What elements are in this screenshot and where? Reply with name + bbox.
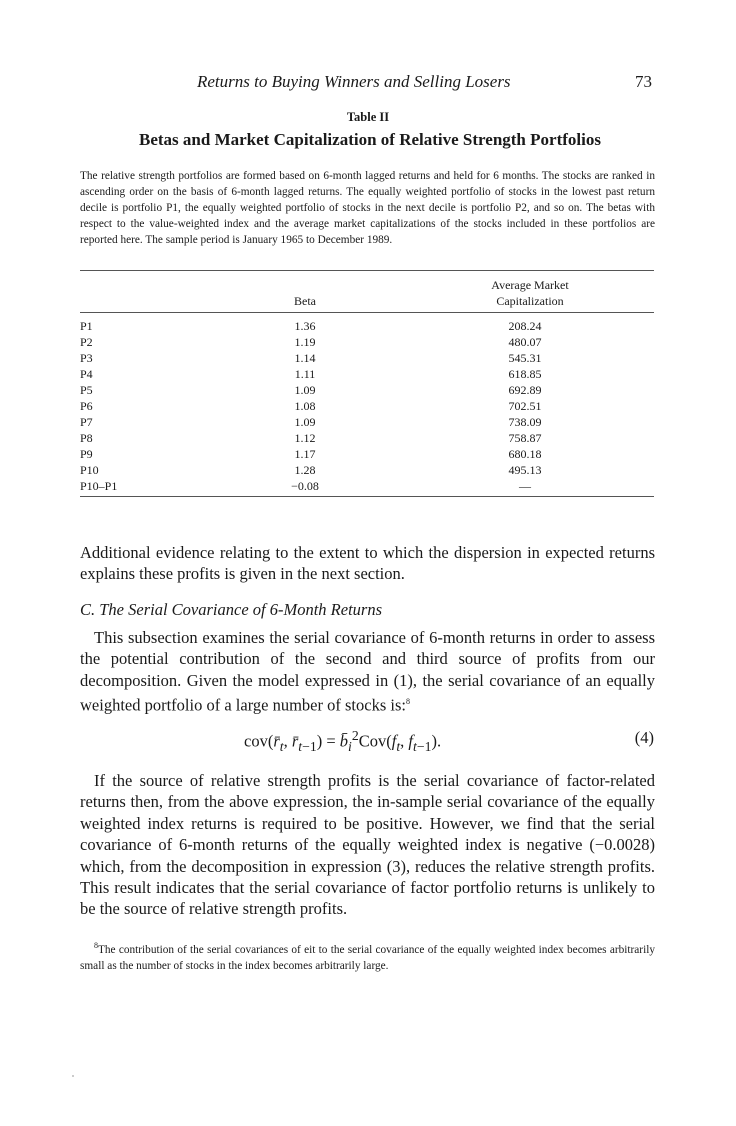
cap-cell: 738.09 <box>508 415 542 429</box>
cap-cell: 495.13 <box>508 463 542 477</box>
footnote-text: The contribution of the serial covariances of eit to the serial covariance of the equally weighted index becomes arbitrarily small as the number of stocks in the index becomes arbitrarily large. <box>80 943 655 972</box>
beta-cell: 1.17 <box>294 447 316 461</box>
header-cap-line2: Capitalization <box>496 294 564 308</box>
table-row <box>80 414 654 430</box>
table-row <box>80 430 654 446</box>
table-header-rule <box>80 312 654 313</box>
cap-cell: 692.89 <box>508 383 542 397</box>
cap-cell: 545.31 <box>508 351 542 365</box>
beta-cell: 1.28 <box>294 463 316 477</box>
beta-cell: −0.08 <box>291 479 319 493</box>
paragraph-2-text: This subsection examines the serial covariance of 6-month returns in order to assess the potential contribution of the second and third source of profits from our decomposition. Given the model expressed in (1), the serial covariance of an equally weighted portfolio of a large number of stocks is: <box>80 628 655 715</box>
table-caption: The relative strength portfolios are formed based on 6-month lagged returns and held for 6 months. The stocks are ranked in ascending order on the basis of 6-month lagged returns. The equally weighted portfolio of stocks in the lowest past return decile is portfolio P1, the equally weighted portfolio of stocks in the next decile is portfolio P2, and so on. The betas with respect to the value-weighted index and the average market capitalizations of the stocks included in these portfolios are reported here. The sample period is January 1965 to December 1989. <box>80 170 655 246</box>
table-row <box>80 398 654 414</box>
cap-cell: 480.07 <box>508 335 542 349</box>
table-row <box>80 462 654 478</box>
table-row <box>80 318 654 334</box>
portfolio-cell: P3 <box>80 351 93 365</box>
table-row <box>80 350 654 366</box>
beta-cell: 1.36 <box>294 319 316 333</box>
table-number: Table II <box>346 110 390 124</box>
footnote-ref: 8 <box>405 697 410 707</box>
cap-cell: 618.85 <box>508 367 542 381</box>
section-heading: C. The Serial Covariance of 6-Month Returns <box>80 600 383 619</box>
beta-cell: 1.19 <box>294 335 316 349</box>
running-title: Returns to Buying Winners and Selling Losers <box>197 72 511 91</box>
table-title: Betas and Market Capitalization of Relative Strength Portfolios <box>139 130 601 149</box>
header-beta: Beta <box>294 294 316 308</box>
table-row <box>80 334 654 350</box>
portfolio-cell: P2 <box>80 335 93 349</box>
portfolio-cell: P5 <box>80 383 93 397</box>
table-bottom-rule <box>80 496 654 497</box>
paragraph-1: Additional evidence relating to the extent to which the dispersion in expected returns explains these profits is given in the next section. <box>80 543 655 584</box>
equation: $cov(r̄_t$, $r̄_{t-1}$) = $b̄_i^2Cov(f_t$, $f_{t-1}$). <box>244 728 442 754</box>
footnote-mark: 8 <box>94 941 98 950</box>
portfolio-cell: P1 <box>80 319 93 333</box>
table-row <box>80 446 654 462</box>
beta-cell: 1.09 <box>294 383 316 397</box>
portfolio-cell: P10–P1 <box>80 479 118 493</box>
beta-cell: 1.14 <box>294 351 316 365</box>
cap-cell: 758.87 <box>508 431 542 445</box>
paragraph-3-text: If the source of relative strength profits is the serial covariance of factor-related returns then, from the above expression, the in-sample serial covariance of the equally weighted index returns is required to be positive. However, we find that the serial covariance of 6-month returns of the equally weighted index is negative (−0.0028) which, from the decomposition in expression (3), reduces the relative strength profits. This result indicates that the serial covariance of factor portfolio returns is unlikely to be the source of relative strength profits. <box>80 771 655 919</box>
portfolio-cell: P7 <box>80 415 93 429</box>
equation-number: (4) <box>634 728 654 747</box>
beta-cell: 1.09 <box>294 415 316 429</box>
cap-cell: — <box>519 479 531 493</box>
paragraph-3 <box>80 770 655 920</box>
beta-cell: 1.08 <box>294 399 316 413</box>
cap-cell: 702.51 <box>508 399 542 413</box>
table-top-rule <box>80 270 654 271</box>
footnote <box>80 938 655 974</box>
header-cap-line1: Average Market <box>491 278 569 292</box>
table-row <box>80 478 654 494</box>
table-row <box>80 382 654 398</box>
portfolio-cell: P4 <box>80 367 93 381</box>
cap-cell: 208.24 <box>508 319 542 333</box>
cap-cell: 680.18 <box>508 447 542 461</box>
beta-cell: 1.11 <box>294 367 316 381</box>
page-speck <box>72 1075 74 1077</box>
portfolio-cell: P10 <box>80 463 99 477</box>
table-row <box>80 366 654 382</box>
paragraph-2 <box>80 627 655 716</box>
page-number: 73 <box>635 72 652 91</box>
portfolio-cell: P8 <box>80 431 93 445</box>
portfolio-cell: P9 <box>80 447 93 461</box>
beta-cell: 1.12 <box>294 431 316 445</box>
portfolio-cell: P6 <box>80 399 93 413</box>
table-body <box>80 318 654 494</box>
